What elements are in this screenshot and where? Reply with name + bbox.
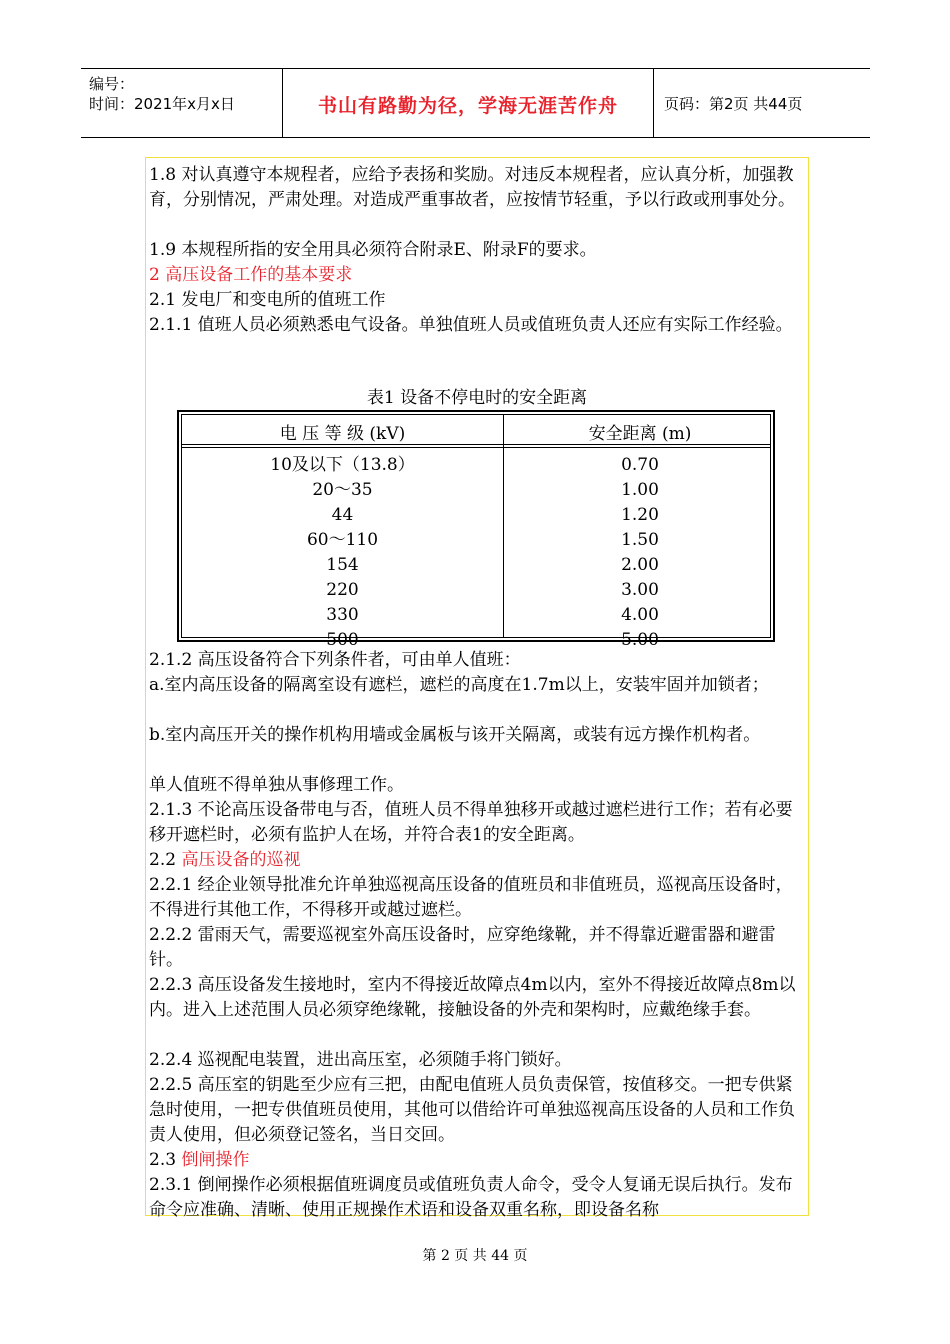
distance-cell: 1.00 xyxy=(621,480,659,500)
document-number-label: 编号： xyxy=(89,75,135,93)
table-caption: 表1 设备不停电时的安全距离 xyxy=(366,388,588,408)
distance-cell: 4.00 xyxy=(621,605,659,625)
clause-2-1-1: 2.1.1 值班人员必须熟悉电气设备。单独值班人员或值班负责人还应有实际工作经验。 xyxy=(149,315,793,335)
slogan-text: 书山有路勤为径，学海无涯苦作舟 xyxy=(317,95,618,117)
safety-distance-table xyxy=(177,410,775,650)
clause-1-8: 1.8 对认真遵守本规程者，应给予表扬和奖励。对违反本规程者，应认真分析，加强教育，分别情况，严肃处理。对造成严重事故者，应按情节轻重，予以行政或刑事处分。 xyxy=(149,165,795,210)
distance-cell: 5.00 xyxy=(621,630,659,650)
voltage-column xyxy=(182,453,503,653)
distance-cell: 3.00 xyxy=(621,580,659,600)
clause-2-2-4: 2.2.4 巡视配电装置，进出高压室，必须随手将门锁好。 xyxy=(149,1050,572,1070)
header-rule xyxy=(182,444,770,445)
content-box xyxy=(145,157,809,1220)
section-heading-2-3: 2.3 倒闸操作 xyxy=(149,1150,250,1170)
page-footer: 第 2 页 共 44 页 xyxy=(422,1248,528,1264)
voltage-cell: 220 xyxy=(326,580,359,600)
page-header xyxy=(81,68,870,138)
clause-2-2-5: 2.2.5 高压室的钥匙至少应有三把，由配电值班人员负责保管，按值移交。一把专供紧急时使用，一把专供值班员使用，其他可以借给许可单独巡视高压设备的人员和工作负责人使用，但必须登记签名，当日交回。 xyxy=(149,1075,795,1145)
section-heading-2: 2 高压设备工作的基本要求 xyxy=(149,265,353,285)
table-inner-frame xyxy=(181,414,771,650)
header-rule-double xyxy=(182,447,770,448)
document-date: 时间：2021年x月x日 xyxy=(89,95,235,113)
column-header-distance: 安全距离 (m) xyxy=(588,424,692,444)
distance-cell: 0.70 xyxy=(621,455,659,475)
clause-2-1: 2.1 发电厂和变电所的值班工作 xyxy=(149,290,386,310)
single-duty-note: 单人值班不得单独从事修理工作。 xyxy=(149,775,404,795)
voltage-cell: 10及以下（13.8） xyxy=(270,455,415,475)
voltage-cell: 500 xyxy=(326,630,359,650)
clause-2-2-2: 2.2.2 雷雨天气，需要巡视室外高压设备时，应穿绝缘靴，并不得靠近避雷器和避雷针。 xyxy=(149,925,776,970)
column-header-voltage: 电 压 等 级 (kV) xyxy=(279,424,406,444)
voltage-cell: 330 xyxy=(326,605,359,625)
voltage-cell: 20～35 xyxy=(312,480,373,500)
distance-cell: 1.50 xyxy=(621,530,659,550)
header-meta-cell xyxy=(81,69,283,137)
clause-2-1-2: 2.1.2 高压设备符合下列条件者，可由单人值班： xyxy=(149,650,521,670)
condition-b: b.室内高压开关的操作机构用墙或金属板与该开关隔离，或装有远方操作机构者。 xyxy=(149,725,761,745)
distance-cell: 1.20 xyxy=(621,505,659,525)
condition-a: a.室内高压设备的隔离室设有遮栏，遮栏的高度在1.7m以上，安装牢固并加锁者； xyxy=(149,675,769,695)
distance-cell: 2.00 xyxy=(621,555,659,575)
header-slogan-cell xyxy=(283,69,654,137)
clause-2-1-3: 2.1.3 不论高压设备带电与否，值班人员不得单独移开或越过遮栏进行工作；若有必要移开遮栏时，必须有监护人在场，并符合表1的安全距离。 xyxy=(149,800,793,845)
clause-2-3-1: 2.3.1 倒闸操作必须根据值班调度员或值班负责人命令，受令人复诵无误后执行。发布命令应准确、清晰、使用正规操作术语和设备双重名称，即设备名称 xyxy=(149,1175,793,1220)
clause-1-9: 1.9 本规程所指的安全用具必须符合附录E、附录F的要求。 xyxy=(149,240,597,260)
voltage-cell: 154 xyxy=(326,555,359,575)
header-page-cell xyxy=(654,69,870,137)
clause-2-2-3: 2.2.3 高压设备发生接地时，室内不得接近故障点4m以内，室外不得接近故障点8m以内。进入上述范围人员必须穿绝缘靴，接触设备的外壳和架构时，应戴绝缘手套。 xyxy=(149,975,796,1020)
distance-column xyxy=(504,453,776,653)
section-heading-2-2: 2.2 高压设备的巡视 xyxy=(149,850,301,870)
voltage-cell: 60～110 xyxy=(306,530,379,550)
page-info: 页码：第2页 共44页 xyxy=(664,95,803,113)
clause-2-2-1: 2.2.1 经企业领导批准允许单独巡视高压设备的值班员和非值班员，巡视高压设备时，不得进行其他工作，不得移开或越过遮栏。 xyxy=(149,875,793,920)
voltage-cell: 44 xyxy=(331,505,354,525)
